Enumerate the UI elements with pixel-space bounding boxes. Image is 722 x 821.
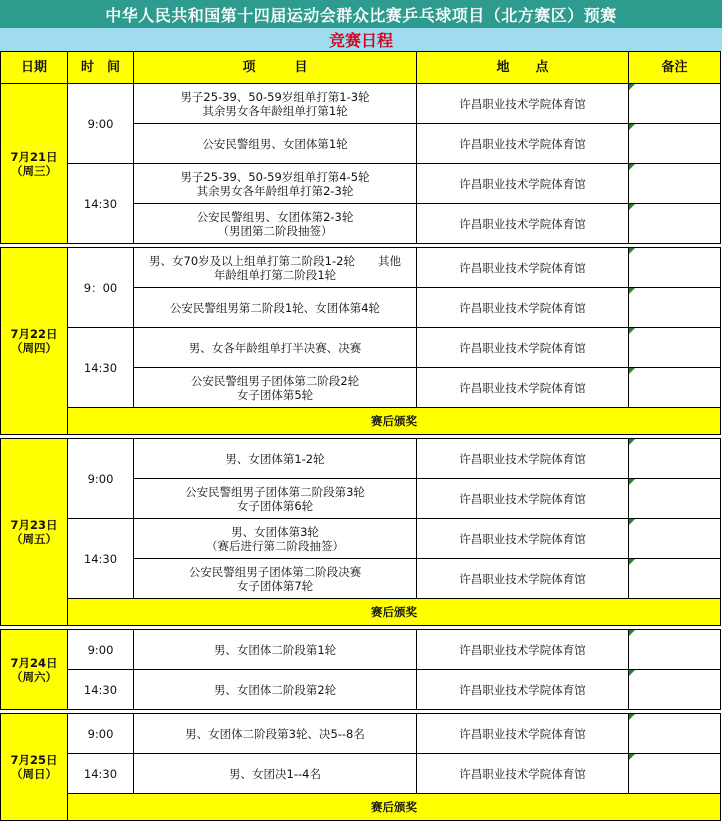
event-line: 公安民警组男第二阶段1轮、女团体第4轮 <box>169 300 381 315</box>
venue-cell: 许昌职业技术学院体育馆 <box>417 84 629 124</box>
note-cell[interactable] <box>629 439 721 479</box>
venue-cell: 许昌职业技术学院体育馆 <box>417 630 629 670</box>
header-note: 备注 <box>629 52 721 84</box>
comment-marker-icon <box>629 519 635 525</box>
time-cell: 9:00 <box>68 714 134 754</box>
event-cell <box>134 248 417 288</box>
header-date: 日期 <box>1 52 68 84</box>
venue-cell: 许昌职业技术学院体育馆 <box>417 368 629 408</box>
event-cell <box>134 328 417 368</box>
schedule-row <box>1 754 721 794</box>
event-cell <box>134 630 417 670</box>
day-weekday: （周五） <box>11 532 57 546</box>
venue-cell: 许昌职业技术学院体育馆 <box>417 164 629 204</box>
event-line: 男子25-39、50-59岁组单打第4-5轮 <box>180 169 370 184</box>
event-line: 女子团体第7轮 <box>236 578 314 593</box>
event-cell <box>134 519 417 559</box>
event-line: 年龄组单打第二阶段1轮 <box>213 267 337 282</box>
event-cell <box>134 754 417 794</box>
day-date: 7月22日 <box>10 327 58 341</box>
day-weekday: （周日） <box>11 767 57 781</box>
schedule-row <box>1 630 721 670</box>
note-cell[interactable] <box>629 288 721 328</box>
event-line: 男、女团体第3轮 <box>231 524 319 539</box>
header-item: 项 目 <box>134 52 417 84</box>
note-cell[interactable] <box>629 519 721 559</box>
schedule-body <box>1 84 721 821</box>
comment-marker-icon <box>629 328 635 334</box>
comment-marker-icon <box>629 439 635 445</box>
comment-marker-icon <box>629 630 635 636</box>
note-cell[interactable] <box>629 164 721 204</box>
day-date-cell <box>1 439 68 626</box>
schedule-row <box>1 714 721 754</box>
day-date-cell <box>1 84 68 244</box>
venue-cell: 许昌职业技术学院体育馆 <box>417 519 629 559</box>
schedule-row <box>1 164 721 204</box>
day-date-cell <box>1 714 68 821</box>
time-cell: 9:00 <box>68 630 134 670</box>
event-line: 女子团体第5轮 <box>236 387 314 402</box>
event-cell <box>134 288 417 328</box>
note-cell[interactable] <box>629 248 721 288</box>
event-cell <box>134 204 417 244</box>
award-row <box>1 408 721 435</box>
day-date: 7月25日 <box>10 753 58 767</box>
day-weekday: （周三） <box>11 163 57 178</box>
award-ceremony: 赛后颁奖 <box>68 599 721 626</box>
note-cell[interactable] <box>629 630 721 670</box>
venue-cell: 许昌职业技术学院体育馆 <box>417 248 629 288</box>
day-weekday: （周六） <box>11 669 57 684</box>
event-line: 其余男女各年龄组单打第1轮 <box>202 103 348 118</box>
event-line: 男、女团体二阶段第1轮 <box>213 642 337 657</box>
event-line: （赛后进行第二阶段抽签） <box>206 538 344 553</box>
event-line: 男、女70岁及以上组单打第二阶段1-2轮 其他 <box>149 253 401 268</box>
schedule-row <box>1 439 721 479</box>
event-cell <box>134 479 417 519</box>
venue-cell: 许昌职业技术学院体育馆 <box>417 559 629 599</box>
note-cell[interactable] <box>629 479 721 519</box>
time-cell: 14:30 <box>68 519 134 599</box>
event-line: 男、女团体二阶段第2轮 <box>213 682 337 697</box>
schedule-row <box>1 84 721 124</box>
note-cell[interactable] <box>629 124 721 164</box>
event-line: 男子25-39、50-59岁组单打第1-3轮 <box>180 89 370 104</box>
event-line: 公安民警组男、女团体第2-3轮 <box>196 209 354 224</box>
comment-marker-icon <box>629 368 635 374</box>
award-row <box>1 794 721 821</box>
page-title: 中华人民共和国第十四届运动会群众比赛乒乓球项目（北方赛区）预赛 <box>0 0 722 28</box>
venue-cell: 许昌职业技术学院体育馆 <box>417 124 629 164</box>
comment-marker-icon <box>629 204 635 210</box>
venue-cell: 许昌职业技术学院体育馆 <box>417 328 629 368</box>
note-cell[interactable] <box>629 670 721 710</box>
schedule-row <box>1 248 721 288</box>
day-date: 7月21日 <box>10 149 58 164</box>
comment-marker-icon <box>629 288 635 294</box>
comment-marker-icon <box>629 164 635 170</box>
comment-marker-icon <box>629 670 635 676</box>
time-cell: 14:30 <box>68 164 134 244</box>
event-cell <box>134 164 417 204</box>
event-cell <box>134 714 417 754</box>
award-row <box>1 599 721 626</box>
time-cell: 9:00 <box>68 439 134 519</box>
venue-cell: 许昌职业技术学院体育馆 <box>417 288 629 328</box>
header-row <box>1 52 721 84</box>
note-cell[interactable] <box>629 368 721 408</box>
time-cell: 9:00 <box>68 84 134 164</box>
schedule-table <box>0 51 721 821</box>
note-cell[interactable] <box>629 754 721 794</box>
time-cell: 14:30 <box>68 670 134 710</box>
comment-marker-icon <box>629 714 635 720</box>
day-date: 7月23日 <box>10 518 58 532</box>
event-cell <box>134 559 417 599</box>
comment-marker-icon <box>629 84 635 90</box>
event-line: 男、女各年龄组单打半决赛、决赛 <box>188 340 362 355</box>
event-cell <box>134 368 417 408</box>
note-cell[interactable] <box>629 714 721 754</box>
event-line: 其余男女各年龄组单打第2-3轮 <box>196 183 354 198</box>
event-line: 公安民警组男子团体第二阶段决赛 <box>188 564 362 579</box>
venue-cell: 许昌职业技术学院体育馆 <box>417 479 629 519</box>
note-cell[interactable] <box>629 204 721 244</box>
event-line: 女子团体第6轮 <box>236 498 314 513</box>
venue-cell: 许昌职业技术学院体育馆 <box>417 439 629 479</box>
day-date: 7月24日 <box>10 655 58 670</box>
event-line: 男、女团体二阶段第3轮、决5--8名 <box>185 726 365 741</box>
day-date-cell <box>1 630 68 710</box>
note-cell[interactable] <box>629 84 721 124</box>
comment-marker-icon <box>629 124 635 130</box>
venue-cell: 许昌职业技术学院体育馆 <box>417 754 629 794</box>
comment-marker-icon <box>629 754 635 760</box>
venue-cell: 许昌职业技术学院体育馆 <box>417 670 629 710</box>
event-line: 公安民警组男子团体第二阶段第3轮 <box>185 484 365 499</box>
header-venue: 地 点 <box>417 52 629 84</box>
event-line: 男、女团体第1-2轮 <box>225 451 325 466</box>
award-ceremony: 赛后颁奖 <box>68 794 721 821</box>
header-time: 时 间 <box>68 52 134 84</box>
schedule-heading: 竞赛日程 <box>0 28 722 51</box>
event-cell <box>134 124 417 164</box>
event-line: 公安民警组男子团体第二阶段2轮 <box>190 373 360 388</box>
event-line: （男团第二阶段抽签） <box>217 223 333 238</box>
schedule-row <box>1 670 721 710</box>
award-ceremony: 赛后颁奖 <box>68 408 721 435</box>
event-cell <box>134 84 417 124</box>
event-line: 男、女团决1--4名 <box>229 766 321 781</box>
note-cell[interactable] <box>629 328 721 368</box>
day-weekday: （周四） <box>11 341 57 355</box>
time-cell: 14:30 <box>68 328 134 408</box>
comment-marker-icon <box>629 479 635 485</box>
event-cell <box>134 439 417 479</box>
note-cell[interactable] <box>629 559 721 599</box>
schedule-row <box>1 328 721 368</box>
event-line: 公安民警组男、女团体第1轮 <box>202 136 348 151</box>
venue-cell: 许昌职业技术学院体育馆 <box>417 714 629 754</box>
comment-marker-icon <box>629 559 635 565</box>
schedule-row <box>1 519 721 559</box>
time-cell: 14:30 <box>68 754 134 794</box>
event-cell <box>134 670 417 710</box>
comment-marker-icon <box>629 248 635 254</box>
day-date-cell <box>1 248 68 435</box>
time-cell: 9：00 <box>68 248 134 328</box>
venue-cell: 许昌职业技术学院体育馆 <box>417 204 629 244</box>
